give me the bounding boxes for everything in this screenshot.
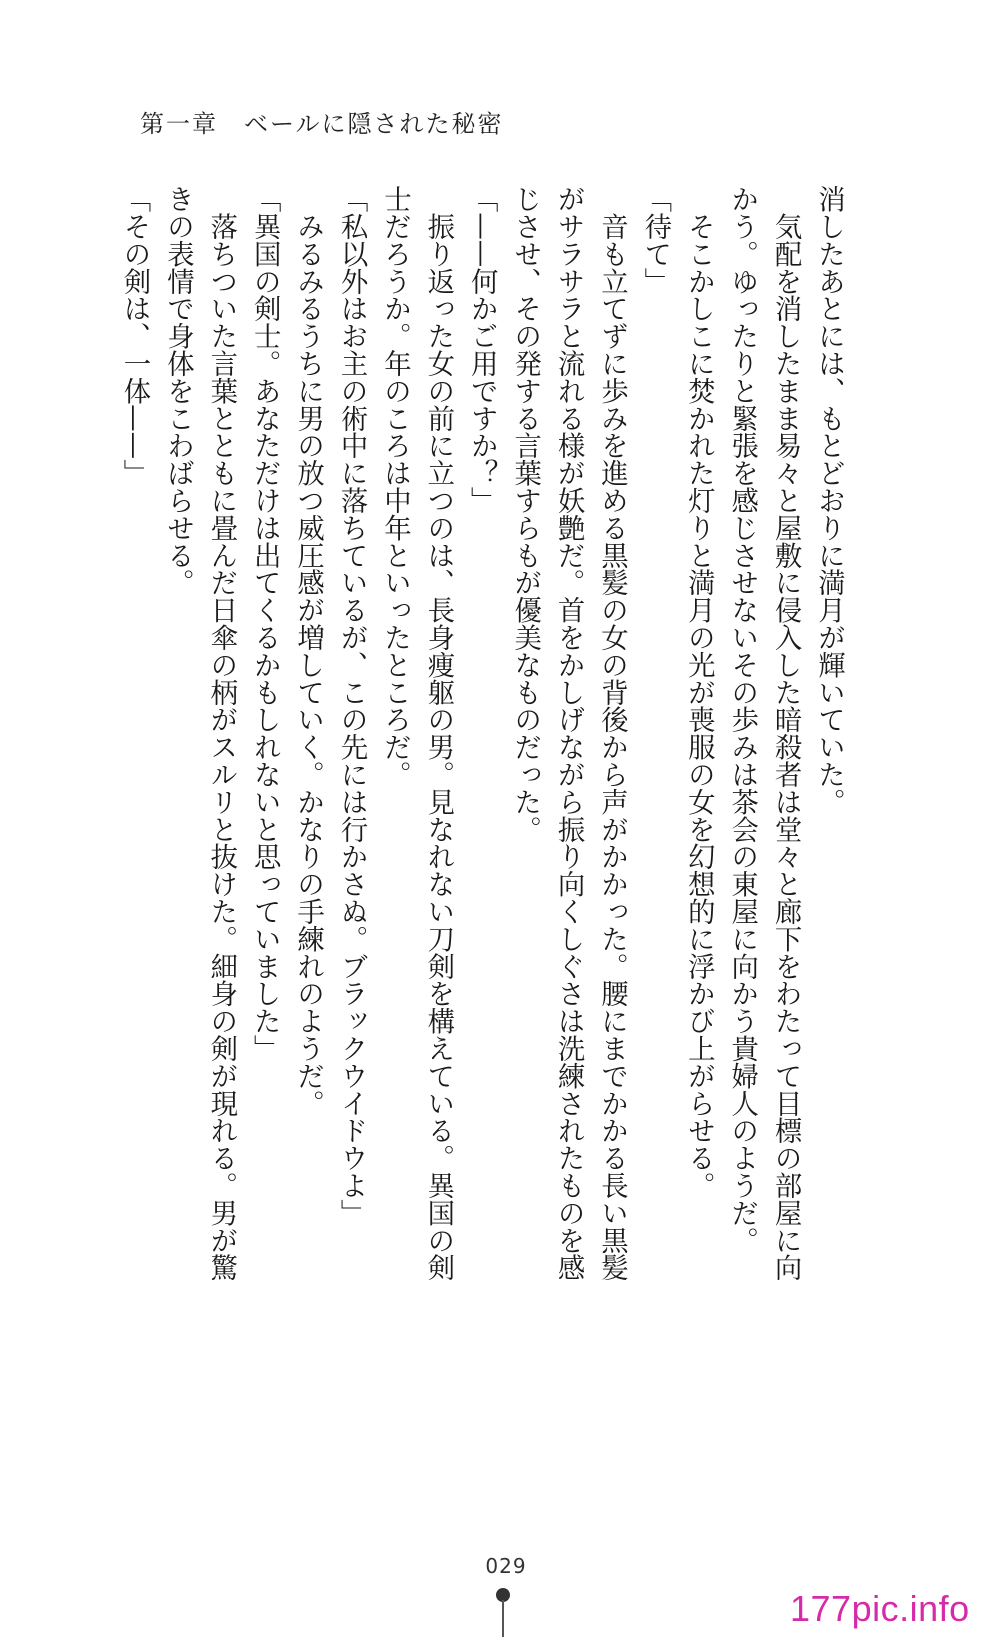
text-line: じさせ、その発する言葉すらもが優美なものだった。 [509, 185, 541, 843]
chapter-title: 第一章 ベールに隠された秘密 [140, 110, 504, 138]
text-line: みるみるうちに男の放つ威圧感が増していく。かなりの手練れのようだ。 [292, 185, 324, 1117]
text-line: かう。ゆったりと緊張を感じさせないその歩みは茶会の東屋に向かう貴婦人のようだ。 [726, 185, 758, 1254]
novel-body-text [118, 185, 850, 1315]
text-line: 「異国の剣士。あなただけは出てくるかもしれないと思っていました」 [248, 185, 280, 1062]
text-line: きの表情で身体をこわばらせる。 [161, 185, 193, 596]
text-line: 「待て」 [639, 185, 671, 295]
text-line: 気配を消したまま易々と屋敷に侵入した暗殺者は堂々と廊下をわたって目標の部屋に向 [769, 185, 801, 1281]
text-line: がサラサラと流れる様が妖艶だ。首をかしげながら振り向くしぐさは洗練されたものを感 [552, 185, 584, 1281]
text-line: 「私以外はお主の術中に落ちているが、この先には行かさぬ。ブラックウイドウよ」 [335, 185, 367, 1227]
site-watermark: 177pic.info [790, 1588, 970, 1629]
page-number: 029 [485, 1554, 527, 1578]
text-line: 士だろうか。年のころは中年といったところだ。 [378, 185, 410, 788]
text-line: 振り返った女の前に立つのは、長身痩躯の男。見なれない刀剣を構えている。異国の剣 [422, 185, 454, 1281]
page-marker-line [502, 1600, 504, 1637]
text-line: 消したあとには、もとどおりに満月が輝いていた。 [813, 185, 844, 816]
text-line: 落ちついた言葉とともに畳んだ日傘の柄がスルリと抜けた。細身の剣が現れる。男が驚 [205, 185, 237, 1281]
text-line: そこかしこに焚かれた灯りと満月の光が喪服の女を幻想的に浮かび上がらせる。 [682, 185, 714, 1199]
text-line: 「その剣は、一体——」 [118, 185, 150, 487]
text-line: 「——何かご用ですか？」 [465, 185, 497, 514]
text-line: 音も立てずに歩みを進める黒髪の女の背後から声がかかった。腰にまでかかる長い黒髪 [595, 185, 627, 1281]
